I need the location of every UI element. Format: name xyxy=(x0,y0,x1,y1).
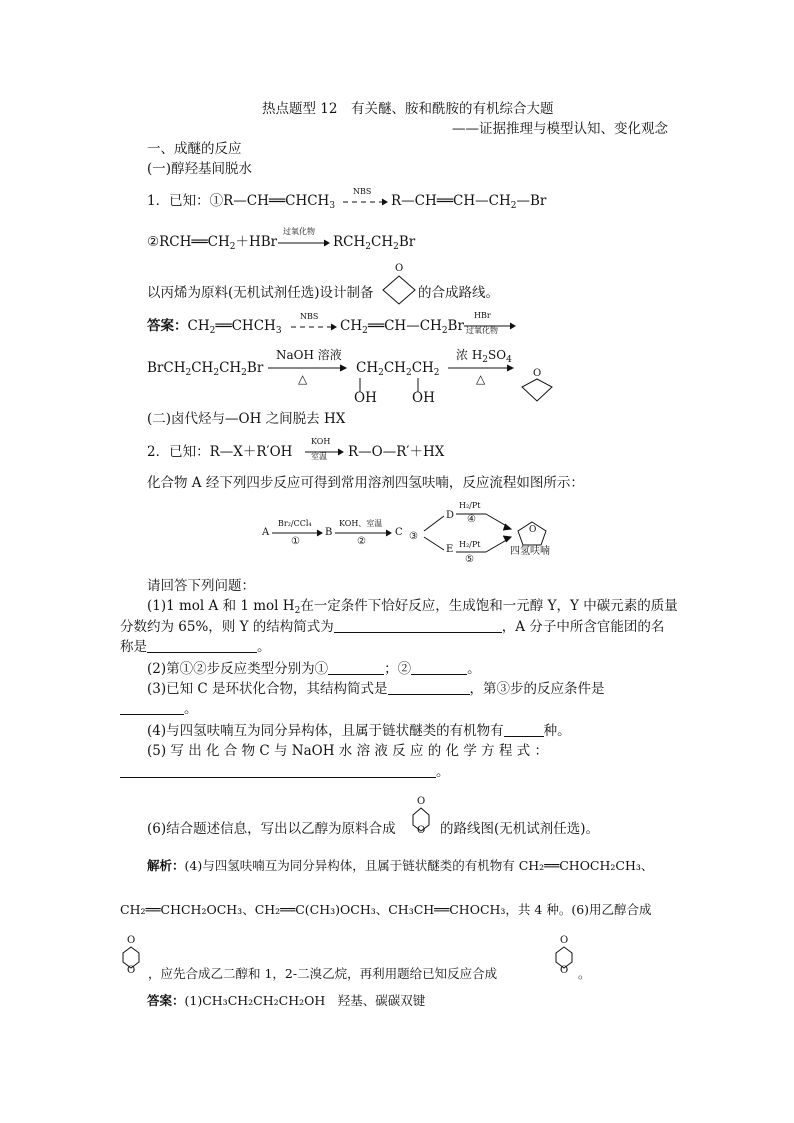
subscript: 2 xyxy=(209,326,216,336)
q1-prefix: 1．已知： xyxy=(147,193,210,209)
subscript: 2 xyxy=(229,242,236,252)
diol-b: CH xyxy=(383,360,406,376)
flow-d: D xyxy=(446,510,455,521)
subscript: 2 xyxy=(405,368,412,378)
page-title: 热点题型 12 有关醚、胺和酰胺的有机综合大题 xyxy=(262,101,554,117)
analysis-label: 解析： xyxy=(147,858,185,873)
subscript: 2 xyxy=(393,242,399,252)
flow-arrow-4 xyxy=(456,514,511,530)
p3-c: 。 xyxy=(184,701,198,717)
analysis-line2: CH₂══CHCH₂OCH₃、CH₂══C(CH₃)OCH₃、CH₃CH══CHOCH₃，共 4 种。(6)用乙醇合成 xyxy=(120,902,652,917)
q1-task-before: 以丙烯为原料(无机试剂任选)设计制备 xyxy=(147,285,374,301)
flow-arrow-2 xyxy=(335,530,391,536)
ans-reagent-1: NBS xyxy=(300,312,319,321)
subscript: 2 xyxy=(378,368,384,378)
q2-intro: 化合物 A 经下列四步反应可得到常用溶剂四氢呋喃，反应流程如图所示： xyxy=(147,475,584,491)
thf-ring xyxy=(518,522,546,545)
r1-reagent: NBS xyxy=(353,187,372,196)
p2-b: ；② xyxy=(384,661,412,677)
p1-a: (1)1 mol A 和 1 mol H xyxy=(147,598,295,614)
subscript: 2 xyxy=(482,355,489,365)
q2-part6: (6)结合题述信息，写出以乙醇为原料合成 xyxy=(147,821,396,837)
oxetane-o-label: O xyxy=(395,263,404,274)
flow-step1-top: Br₂/CCl₄ xyxy=(278,519,312,528)
arrow-ans-2 xyxy=(464,323,515,329)
q2-part6-end: 的路线图(无机试剂任选)。 xyxy=(440,821,600,837)
thf-o-label: O xyxy=(529,525,537,535)
arrow-ans-1 xyxy=(291,324,336,330)
subscript: 2 xyxy=(433,368,440,378)
p2-c: 。 xyxy=(467,661,481,677)
thf-name: 四氢呋喃 xyxy=(510,546,550,557)
arrow-h2so4 xyxy=(448,365,513,371)
l2-mid1: CH xyxy=(191,360,214,376)
flow-step3-num: ③ xyxy=(409,531,418,542)
flow-c: C xyxy=(395,527,403,538)
subscript: 2 xyxy=(365,242,372,252)
flow-b: B xyxy=(325,527,333,538)
heat-symbol-1: △ xyxy=(298,372,308,386)
l2-start: BrCH xyxy=(147,360,186,376)
q1-task-after: 的合成路线。 xyxy=(418,285,499,301)
p3-b: ，第③步的反应条件是 xyxy=(469,681,605,697)
q2-product: R—O—R′＋HX xyxy=(348,444,445,460)
l2-mid2: CH xyxy=(219,360,242,376)
q2-reagent-top: KOH xyxy=(311,437,331,446)
answer-label: 答案： xyxy=(147,318,188,334)
subscript: 2 xyxy=(241,368,247,378)
flow-e: E xyxy=(446,544,454,555)
p1-c: 分数约为 65%，则 Y 的结构简式为 xyxy=(120,619,334,635)
arrow-naoh xyxy=(268,365,346,371)
oxetane-ring-1 xyxy=(383,276,415,304)
flow-step4-top: H₂/Pt xyxy=(459,501,481,510)
heat-symbol-2: △ xyxy=(476,372,486,386)
r2-reactant: ②RCH══CH xyxy=(147,234,230,250)
subscript: 2 xyxy=(441,326,448,336)
p1-f: 。 xyxy=(257,639,271,655)
arrow-q2 xyxy=(305,449,343,455)
flow-step1-num: ① xyxy=(291,536,300,547)
r1-product-text: R—CH══CH—CH xyxy=(391,193,511,209)
subscript: 2 xyxy=(213,368,220,378)
dioxane-ring-3 xyxy=(556,947,572,968)
arrow-r2 xyxy=(278,240,329,246)
dioxane-o-top-2: O xyxy=(127,935,136,946)
section-heading: 一、成醚的反应 xyxy=(147,141,242,157)
p1-b: 在一定条件下恰好反应，生成饱和一元醇 Y，Y 中碳元素的质量 xyxy=(300,598,678,614)
dioxane-o-bottom: O xyxy=(417,825,426,836)
flow-step5-num: ⑤ xyxy=(465,554,474,565)
l2-tail: Br xyxy=(246,360,264,376)
subscript: 2 xyxy=(294,606,301,616)
p1-d: ，A 分子中所含官能团的名 xyxy=(501,619,665,635)
subscript: 2 xyxy=(510,201,517,211)
arrow-r1 xyxy=(343,199,387,205)
ans-mid-tail2: Br xyxy=(447,318,464,334)
analysis-line3-end: 。 xyxy=(578,966,591,981)
subscript: 4 xyxy=(506,355,512,365)
oxetane-o-label-2: O xyxy=(533,368,542,379)
sub-heading-2: (二)卤代烃与—OH 之间脱去 HX xyxy=(147,411,346,427)
dioxane-ring-1 xyxy=(413,808,429,831)
flow-arrow-1 xyxy=(272,530,322,536)
analysis-line3: ，应先合成乙二醇和 1，2-二溴乙烷，再利用题给已知反应合成 xyxy=(148,966,498,981)
analysis-text-1: (4)与四氢呋喃互为同分异构体，且属于链状醚类的有机物有 CH₂══CHOCH₂CH₃、 xyxy=(184,858,654,873)
r2-reagent: 过氧化物 xyxy=(283,227,315,236)
ans-start: CH xyxy=(187,318,210,334)
subscript: 3 xyxy=(329,201,336,211)
diol-c: CH xyxy=(411,360,434,376)
p5-b: 。 xyxy=(436,764,450,780)
r1-reactant: ①R—CH══CHCH xyxy=(209,193,330,209)
dioxane-o-bottom-2: O xyxy=(127,965,136,976)
flow-arrow-3-down xyxy=(424,537,444,550)
dioxane-ring-2 xyxy=(123,947,139,968)
flow-arrow-3-up xyxy=(424,516,444,531)
h2so4-a: 浓 H xyxy=(456,348,483,362)
r2-product-mid: CH xyxy=(371,234,394,250)
ans-reagent-2-top: HBr xyxy=(474,311,491,320)
ans-mid-text: CH xyxy=(340,318,363,334)
ans-mid-tail: ══CH—CH xyxy=(367,318,442,334)
answer-text: (1)CH₃CH₂CH₂CH₂OH 羟基、碳碳双键 xyxy=(184,993,426,1008)
diol-oh-2: OH xyxy=(412,390,435,406)
oxetane-ring-2 xyxy=(522,379,552,401)
r2-product-tail: Br xyxy=(398,234,416,250)
p4-a: (4)与四氢呋喃互为同分异构体，且属于链状醚类的有机物有 xyxy=(147,723,504,739)
flow-a: A xyxy=(262,527,270,538)
flow-step2-top: KOH、室温 xyxy=(339,519,383,528)
flow-step5-top: H₂/Pt xyxy=(459,540,481,549)
dioxane-o-top: O xyxy=(417,796,426,807)
subscript: 3 xyxy=(275,326,282,336)
flow-step2-num: ② xyxy=(357,536,366,547)
r1-product-tail: —Br xyxy=(516,193,547,209)
p2-a: (2)第①②步反应类型分别为① xyxy=(147,661,329,677)
ans-reagent-2-bottom: 过氧化物 xyxy=(466,326,498,335)
diol-a: CH xyxy=(356,360,379,376)
naoh-label: NaOH 溶液 xyxy=(276,348,342,362)
dioxane-o-bottom-3: O xyxy=(560,965,569,976)
q2-reagent-bottom: 室温 xyxy=(311,452,327,461)
r2-reactant-tail: ＋HBr xyxy=(235,234,278,250)
r2-product-text: RCH xyxy=(333,234,366,250)
sub-heading: (一)醇羟基间脱水 xyxy=(147,161,253,177)
flow-step4-num: ④ xyxy=(467,514,476,525)
subscript: 2 xyxy=(185,368,192,378)
page-subtitle: ——证据推理与模型认知、变化观念 xyxy=(452,121,668,137)
q2-prompt: 请回答下列问题： xyxy=(147,578,255,594)
subscript: 2 xyxy=(362,326,368,336)
q2-part5: (5) 写 出 化 合 物 C 与 NaOH 水 溶 液 反 应 的 化 学 方 程 式 ： xyxy=(147,743,548,759)
ans-start-tail: ══CHCH xyxy=(215,318,276,334)
flow-arrow-5 xyxy=(456,536,511,552)
p3-a: (3)已知 C 是环状化合物，其结构简式是 xyxy=(147,681,388,697)
p1-e: 称是 xyxy=(120,639,147,655)
diol-oh-1: OH xyxy=(354,390,377,406)
h2so4-b: SO xyxy=(488,348,507,362)
dioxane-o-top-3: O xyxy=(560,935,569,946)
q2-known: 2．已知：R—X＋R′OH xyxy=(147,444,293,460)
p4-b: 种。 xyxy=(543,723,571,739)
answer-label: 答案： xyxy=(147,993,185,1008)
